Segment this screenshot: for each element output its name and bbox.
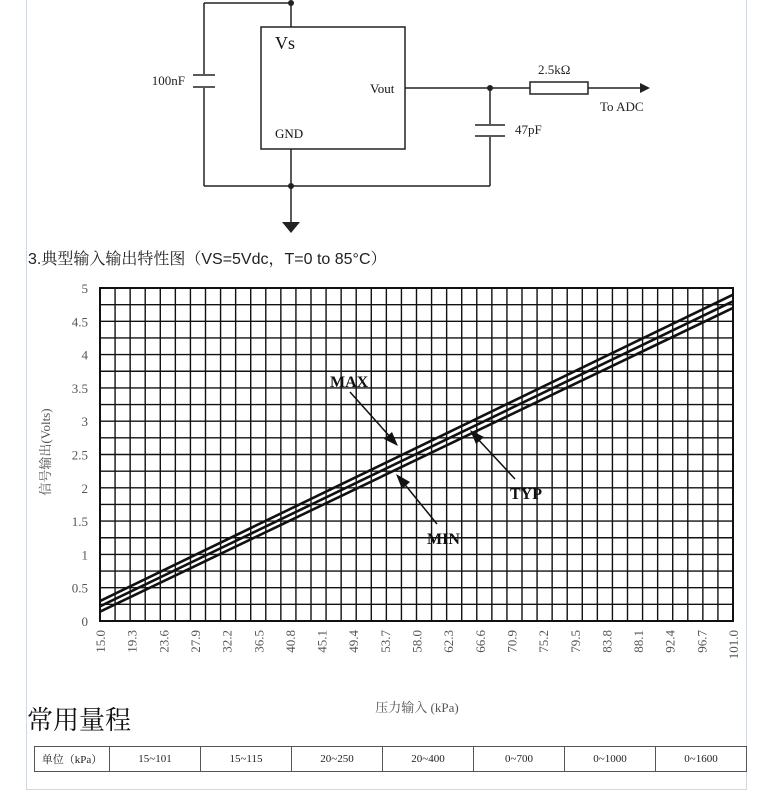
- x-tick-label: 15.0: [93, 630, 108, 653]
- annotation-min: [396, 474, 460, 548]
- resistor-label: 2.5kΩ: [538, 62, 571, 77]
- page-frame-bottom: [26, 789, 747, 790]
- x-tick-label: 66.6: [472, 630, 488, 653]
- annotation-typ: [470, 430, 542, 503]
- range-table: [34, 746, 747, 772]
- chip-vout-label: Vout: [370, 81, 395, 96]
- junction-dot: [487, 85, 493, 91]
- range-cell: 0~1600: [656, 747, 747, 772]
- capacitor-47pf-label: 47pF: [515, 122, 542, 137]
- chip-vs-label: Vs: [275, 33, 296, 53]
- x-tick-label: 62.3: [441, 630, 457, 653]
- annotation-max-label: MAX: [330, 374, 369, 391]
- y-tick-label: 2.5: [71, 447, 88, 463]
- x-tick-label: 83.8: [599, 630, 615, 653]
- table-row: [35, 747, 747, 772]
- range-cell: 15~101: [110, 747, 201, 772]
- x-tick-label: 53.7: [377, 630, 393, 653]
- x-tick-label: 96.7: [694, 630, 710, 653]
- y-tick-label: 4.5: [71, 314, 88, 330]
- chip-gnd-label: GND: [275, 126, 304, 141]
- annotation-typ-arrow-line: [476, 437, 515, 479]
- annotation-min-label: MIN: [427, 531, 460, 548]
- y-tick-label: 0.5: [71, 580, 88, 596]
- chart-x-ticks: [93, 630, 741, 660]
- y-tick-label: 1.5: [71, 514, 88, 530]
- junction-dot: [288, 183, 294, 189]
- x-tick-label: 23.6: [156, 630, 172, 653]
- x-tick-label: 92.4: [662, 630, 678, 653]
- chart-y-axis-label: 信号输出(Volts): [38, 408, 53, 496]
- annotation-typ-label: TYP: [510, 486, 542, 503]
- chart-y-ticks: [72, 281, 89, 629]
- y-tick-label: 2: [81, 480, 88, 496]
- x-tick-label: 49.4: [346, 630, 362, 653]
- annotation-min-arrowhead-icon: [396, 474, 410, 489]
- output-arrow-icon: [640, 83, 650, 93]
- range-cell: 15~115: [201, 747, 292, 772]
- x-tick-label: 27.9: [187, 630, 203, 653]
- resistor: [530, 82, 588, 94]
- annotation-max: [330, 374, 398, 446]
- x-tick-label: 40.8: [282, 630, 298, 653]
- range-cell: 20~400: [383, 747, 474, 772]
- capacitor-100nf-label: 100nF: [151, 73, 185, 88]
- x-tick-label: 88.1: [631, 630, 647, 653]
- x-tick-label: 36.5: [251, 630, 267, 653]
- range-header-cell: 单位（kPa）: [35, 747, 110, 772]
- x-tick-label: 101.0: [726, 630, 741, 660]
- range-cell: 20~250: [292, 747, 383, 772]
- y-tick-label: 3: [81, 414, 88, 430]
- y-tick-label: 0: [81, 614, 88, 629]
- x-tick-label: 45.1: [314, 630, 330, 653]
- x-tick-label: 19.3: [124, 630, 140, 653]
- range-cell: 0~1000: [565, 747, 656, 772]
- x-tick-label: 70.9: [504, 630, 520, 653]
- chart-x-axis-label: 压力输入 (kPa): [375, 700, 459, 715]
- range-section-title: 常用量程: [27, 705, 132, 735]
- x-tick-label: 79.5: [567, 630, 583, 653]
- range-cell: 0~700: [474, 747, 565, 772]
- ground-arrow-icon: [282, 222, 300, 233]
- section-title: 3.典型输入输出特性图（VS=5Vdc，T=0 to 85°C）: [28, 251, 387, 268]
- circuit-diagram: [0, 0, 774, 240]
- io-characteristic-chart: [0, 272, 774, 722]
- y-tick-label: 5: [81, 281, 88, 296]
- y-tick-label: 4: [81, 347, 88, 363]
- junction-dot: [288, 0, 294, 6]
- to-adc-label: To ADC: [600, 99, 644, 114]
- x-tick-label: 58.0: [409, 630, 425, 653]
- x-tick-label: 32.2: [219, 630, 235, 653]
- y-tick-label: 3.5: [71, 380, 88, 396]
- y-tick-label: 1: [81, 547, 88, 563]
- x-tick-label: 75.2: [536, 630, 552, 653]
